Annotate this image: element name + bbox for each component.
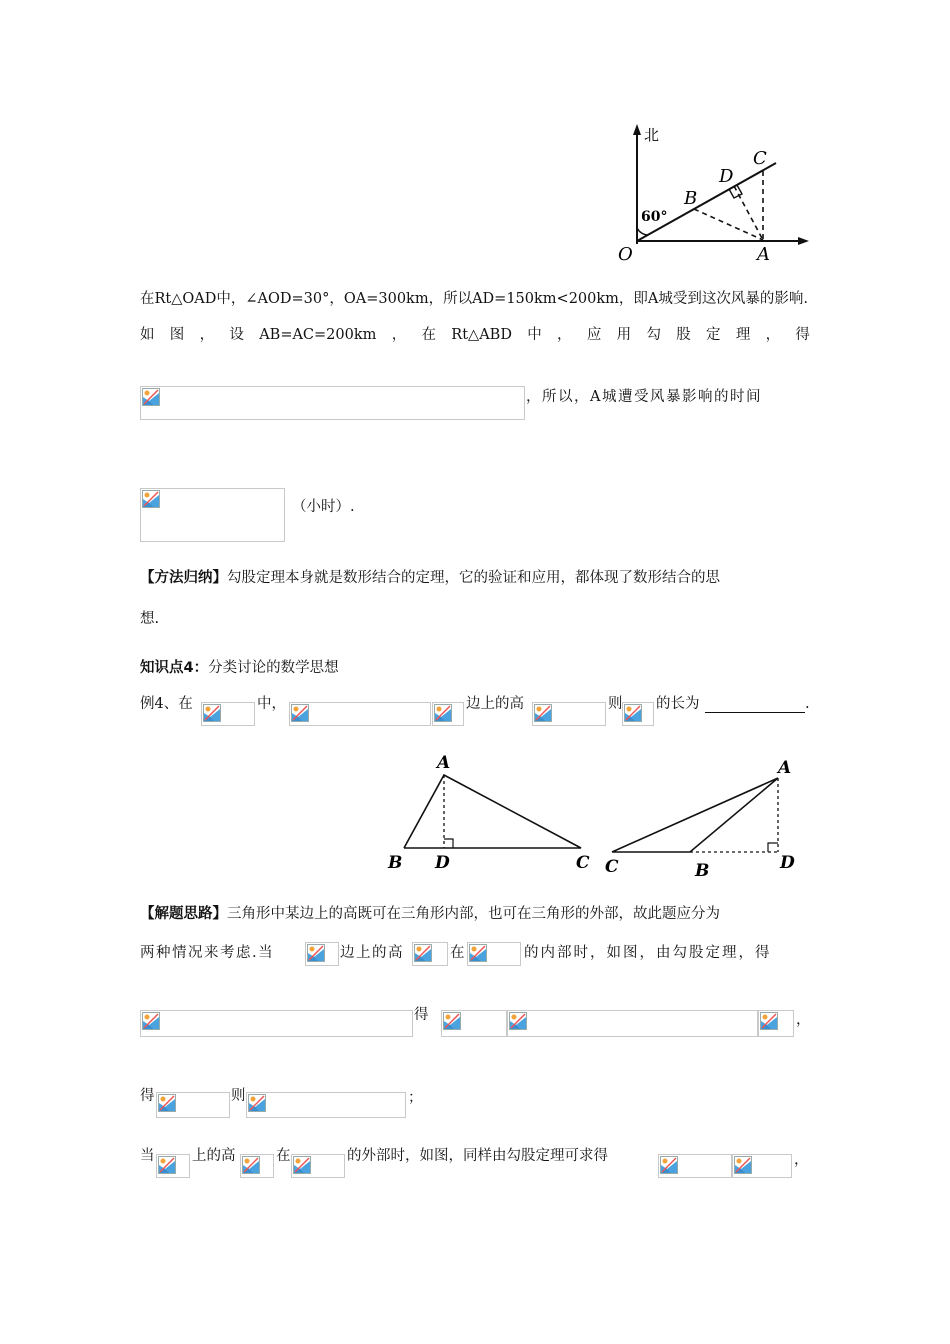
triangle-figure-outside bbox=[600, 752, 810, 882]
triangle-figure-inside bbox=[376, 748, 598, 878]
broken-image-icon bbox=[469, 944, 487, 962]
word: 定 bbox=[706, 327, 721, 343]
formula-image bbox=[156, 1092, 230, 1118]
solution-line5a: 当 bbox=[140, 1148, 155, 1164]
kp4-label: 知识点4： bbox=[140, 660, 209, 676]
para1-line4-tail: （小时）. bbox=[292, 499, 355, 515]
para1-line1: 在Rt△OAD中，∠AOD=30°，OA=300km，所以AD=150km<200km，即A城受到这次风暴的影响. bbox=[140, 291, 808, 307]
point-label-d: D bbox=[719, 166, 734, 187]
formula-image bbox=[732, 1154, 792, 1178]
broken-image-icon bbox=[534, 704, 552, 722]
point-label-a: A bbox=[437, 753, 451, 773]
point-label-a: A bbox=[778, 758, 792, 778]
word: 用 bbox=[616, 327, 632, 343]
point-label-c: C bbox=[576, 853, 590, 873]
broken-image-icon bbox=[248, 1094, 266, 1112]
solution-line4a: 得 bbox=[140, 1088, 155, 1104]
word: 中 bbox=[527, 327, 542, 343]
formula-image bbox=[622, 702, 654, 726]
formula-image bbox=[467, 942, 521, 966]
broken-image-icon bbox=[443, 1012, 461, 1030]
para1-line3-tail: ，所以，A城遭受风暴影响的时间 bbox=[526, 389, 762, 405]
solution-line4b: 则 bbox=[231, 1088, 246, 1104]
broken-image-icon bbox=[142, 388, 160, 406]
point-label-c: C bbox=[753, 148, 767, 169]
broken-image-icon bbox=[291, 704, 309, 722]
broken-image-icon bbox=[203, 704, 221, 722]
method-line1 bbox=[140, 568, 720, 588]
formula-image bbox=[201, 702, 255, 726]
formula-image bbox=[432, 702, 464, 726]
para1-line2 bbox=[140, 325, 810, 345]
word: 如 bbox=[140, 327, 155, 343]
word: 设 bbox=[229, 327, 244, 343]
broken-image-icon bbox=[434, 704, 452, 722]
formula-image-time bbox=[140, 488, 285, 542]
broken-image-icon bbox=[734, 1156, 752, 1174]
word: 勾 bbox=[646, 327, 661, 343]
method-line2: 想. bbox=[140, 611, 160, 627]
north-label: 北 bbox=[644, 126, 660, 144]
word: ， bbox=[199, 327, 215, 343]
formula-image bbox=[507, 1010, 758, 1037]
broken-image-icon bbox=[307, 944, 325, 962]
broken-image-icon bbox=[158, 1156, 176, 1174]
point-label-a: A bbox=[757, 244, 770, 265]
method-text: 勾股定理本身就是数形结合的定理，它的验证和应用，都体现了数形结合的思 bbox=[227, 570, 720, 586]
point-label-b: B bbox=[388, 853, 403, 873]
solution-line4c: ； bbox=[408, 1090, 423, 1106]
solution-line5c: 在 bbox=[276, 1148, 291, 1164]
solution-line2a: 两种情况来考虑.当 bbox=[140, 945, 275, 961]
word: 得 bbox=[795, 327, 810, 343]
point-label-b: B bbox=[684, 188, 698, 209]
broken-image-icon bbox=[660, 1156, 678, 1174]
point-label-b: B bbox=[695, 861, 710, 881]
example4-mid4: 的长为 bbox=[656, 696, 700, 712]
formula-image bbox=[289, 702, 431, 726]
word: 图 bbox=[169, 327, 185, 343]
word: 在 bbox=[421, 327, 436, 343]
answer-blank[interactable] bbox=[705, 712, 805, 713]
example4-mid2: 边上的高 bbox=[466, 696, 524, 712]
word: ， bbox=[765, 327, 781, 343]
broken-image-icon bbox=[760, 1012, 778, 1030]
kp4-heading bbox=[140, 658, 339, 678]
example4-end: . bbox=[805, 696, 810, 712]
point-label-o: O bbox=[618, 244, 633, 265]
angle-label: 60° bbox=[641, 209, 668, 225]
broken-image-icon bbox=[624, 704, 642, 722]
point-label-d: D bbox=[435, 853, 450, 873]
point-label-d: D bbox=[780, 853, 795, 873]
broken-image-icon bbox=[509, 1012, 527, 1030]
formula-image bbox=[140, 1010, 413, 1037]
solution-line3b: ， bbox=[796, 1012, 811, 1028]
broken-image-icon bbox=[293, 1156, 311, 1174]
word: 理 bbox=[735, 327, 751, 343]
example4-mid3: 则 bbox=[608, 696, 623, 712]
formula-image bbox=[246, 1092, 406, 1118]
word: AB=AC=200km bbox=[259, 327, 377, 343]
solution-line5e: ， bbox=[794, 1152, 809, 1168]
solution-line2d: 的内部时，如图，由勾股定理，得 bbox=[524, 945, 772, 961]
solution-line2c: 在 bbox=[450, 945, 465, 961]
solution-line2b: 边上的高 bbox=[340, 945, 404, 961]
word: 股 bbox=[676, 327, 691, 343]
formula-image bbox=[240, 1154, 274, 1178]
formula-image bbox=[291, 1154, 345, 1178]
example4-prefix: 例4、在 bbox=[140, 696, 193, 712]
formula-image bbox=[441, 1010, 507, 1037]
word: Rt△ABD bbox=[451, 327, 512, 343]
point-label-c: C bbox=[605, 857, 619, 877]
formula-image bbox=[758, 1010, 794, 1037]
formula-image bbox=[305, 942, 339, 966]
word: ， bbox=[557, 327, 572, 343]
solution-line1 bbox=[140, 904, 720, 924]
solution-text: 三角形中某边上的高既可在三角形内部，也可在三角形的外部，故此题应分为 bbox=[227, 906, 720, 922]
broken-image-icon bbox=[242, 1156, 260, 1174]
broken-image-icon bbox=[414, 944, 432, 962]
example4-mid1: 中， bbox=[257, 696, 286, 712]
word: 应 bbox=[586, 327, 602, 343]
solution-label: 【解题思路】 bbox=[140, 906, 227, 922]
broken-image-icon bbox=[158, 1094, 176, 1112]
formula-image-bd bbox=[140, 386, 525, 420]
method-label: 【方法归纳】 bbox=[140, 570, 227, 586]
formula-image bbox=[156, 1154, 190, 1178]
solution-line3a: 得 bbox=[414, 1007, 429, 1023]
formula-image bbox=[412, 942, 448, 966]
storm-direction-figure bbox=[610, 118, 815, 268]
kp4-title: 分类讨论的数学思想 bbox=[208, 660, 339, 676]
broken-image-icon bbox=[142, 490, 160, 508]
solution-line5b: 上的高 bbox=[192, 1148, 236, 1164]
formula-image bbox=[658, 1154, 732, 1178]
broken-image-icon bbox=[142, 1012, 160, 1030]
solution-line5d: 的外部时，如图，同样由勾股定理可求得 bbox=[347, 1148, 608, 1164]
formula-image bbox=[532, 702, 606, 726]
word: ， bbox=[391, 327, 407, 343]
